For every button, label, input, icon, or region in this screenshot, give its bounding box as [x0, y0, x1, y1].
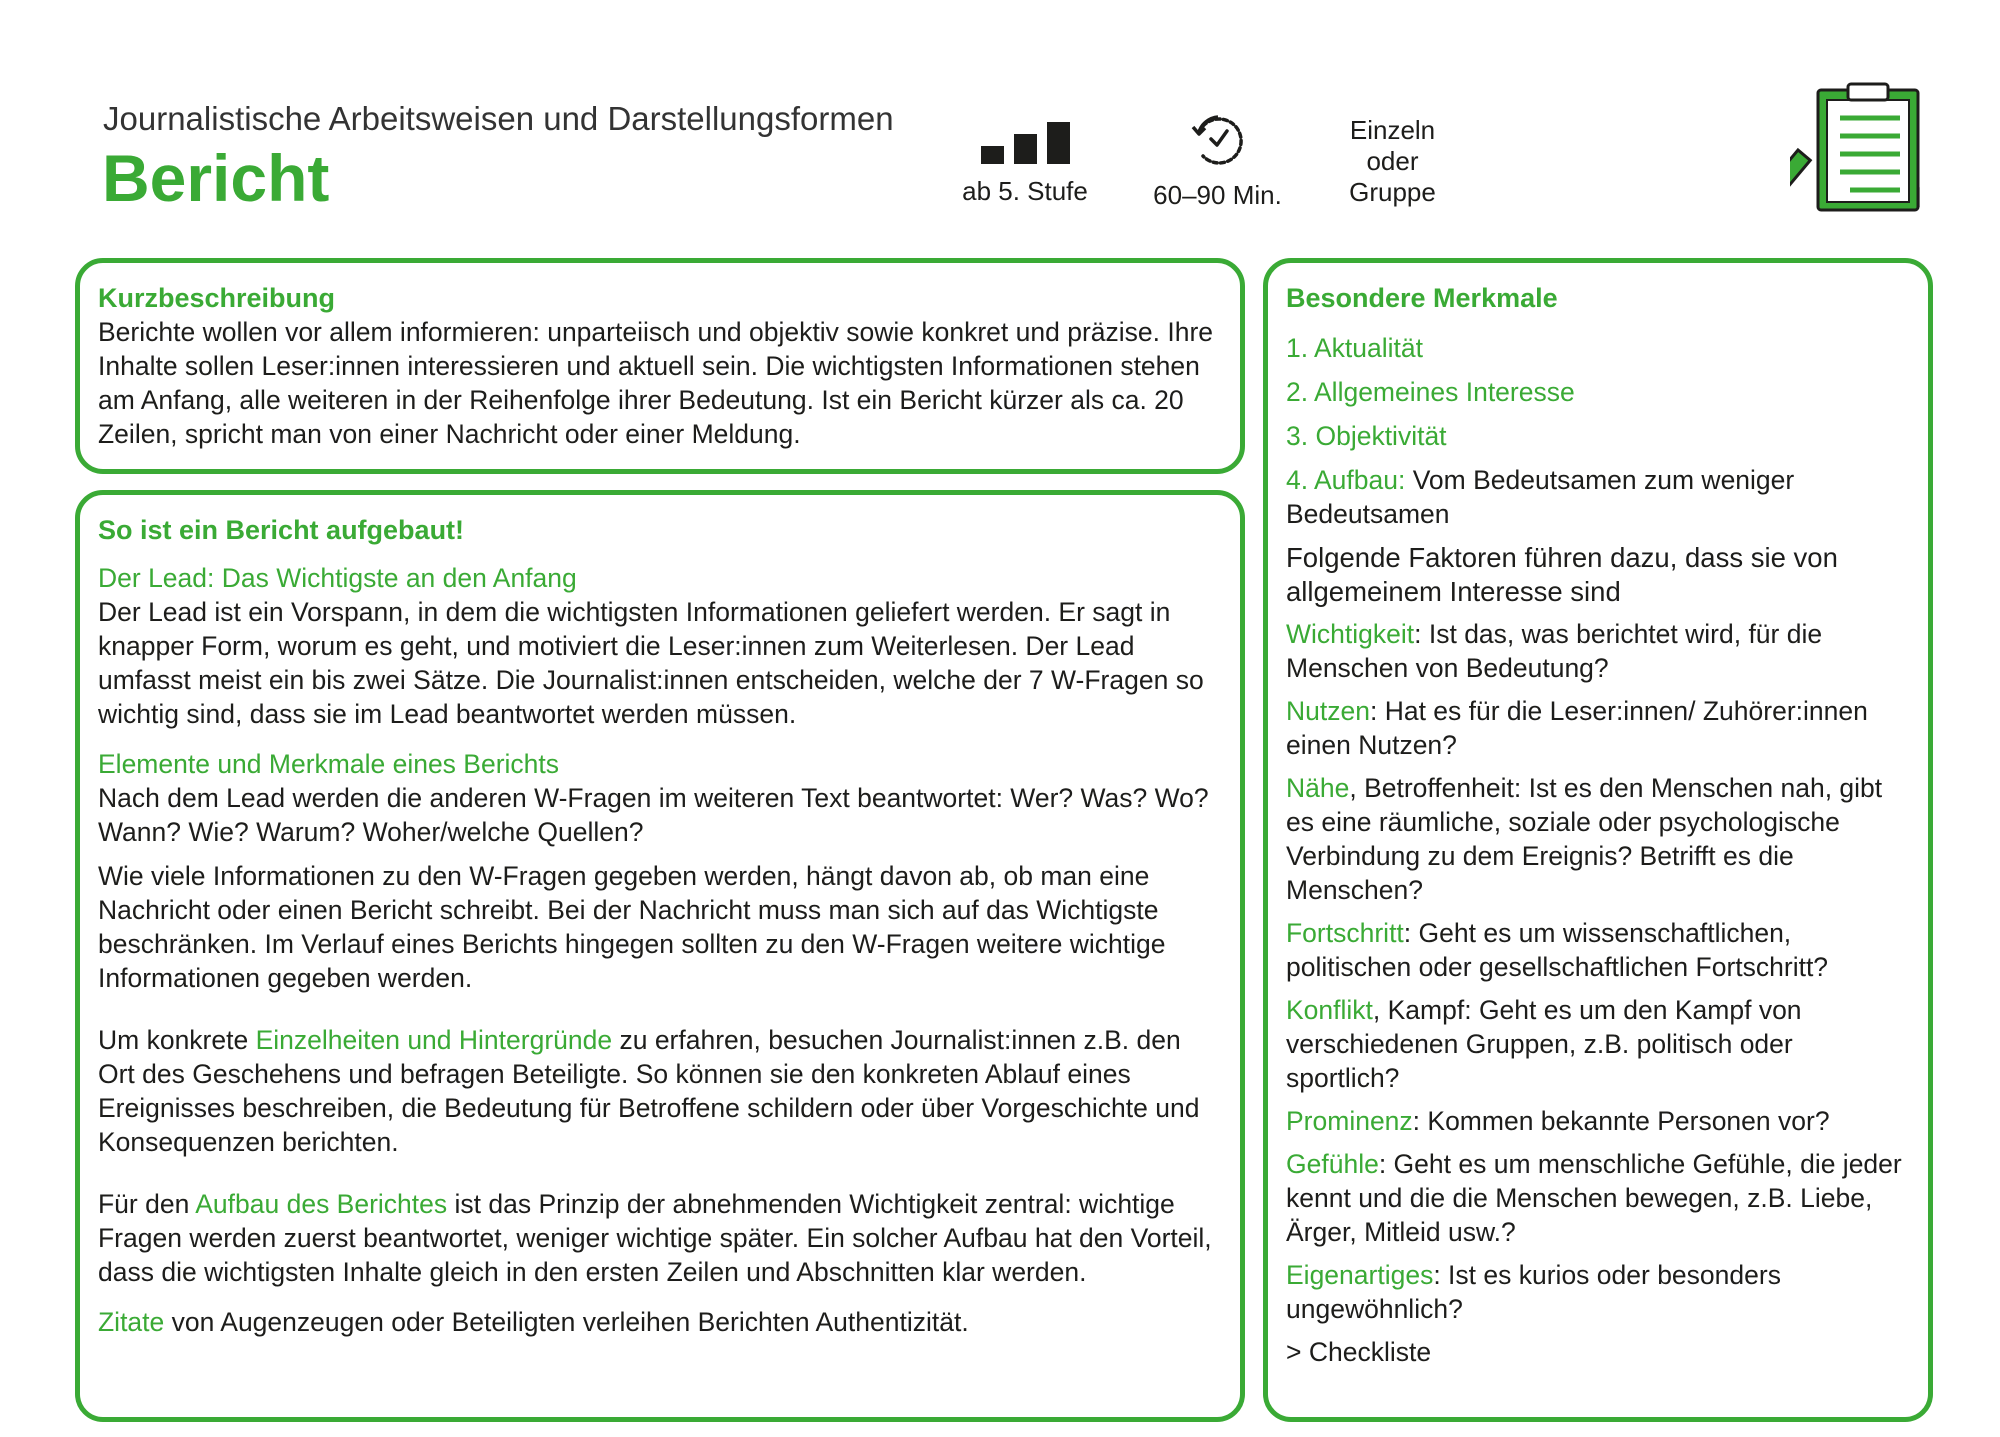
header-subtitle: Journalistische Arbeitsweisen und Darstellungsformen — [103, 100, 894, 137]
faktor-text: : Geht es um menschliche Gefühle, die jeder kennt und die die Menschen bewegen, z.B. Liebe, Ärger, Mitleid usw.? — [1286, 1149, 1902, 1247]
faktor-text: : Ist es kurios oder besonders ungewöhnlich? — [1286, 1260, 1781, 1324]
faktor-term: Konflikt — [1286, 995, 1373, 1025]
zitate-paragraph — [98, 1305, 1222, 1339]
faktor-term: Nutzen — [1286, 696, 1370, 726]
kurzbeschreibung-text: Berichte wollen vor allem informieren: unparteiisch und objektiv sowie konkret und präzise. Ihre Inhalte sollen Leser:innen interessieren und aktuell sein. Die wichtigsten Informationen stehen am Anfang, alle weiteren in der Reihenfolge ihrer Bedeutung. Ist ein Bericht kürzer als ca. 20 Zeilen, spricht man von einer Nachricht oder einer Meldung. — [98, 317, 1214, 449]
faktor-item — [1286, 993, 1910, 1095]
faktor-term: Wichtigkeit — [1286, 619, 1415, 649]
merkmale-heading: Besondere Merkmale — [1286, 283, 1558, 313]
elemente-text-2: Wie viele Informationen zu den W-Fragen gegeben werden, hängt davon ab, ob man eine Nachricht oder einen Bericht schreibt. Bei der Nachricht muss man sich auf das Wichtigste beschränken. Im Verlauf eines Berichts hingegen sollten zu den W-Fragen weitere wichtige Informationen gegeben werden. — [98, 861, 1166, 993]
faktor-text: : Kommen bekannte Personen vor? — [1412, 1106, 1830, 1136]
time-label: 60–90 Min. — [1153, 180, 1282, 210]
bar-levels-icon — [950, 118, 1100, 164]
details-paragraph — [98, 1023, 1222, 1159]
faktor-term: Gefühle — [1286, 1149, 1379, 1179]
faktor-text: : Hat es für die Leser:innen/ Zuhörer:innen einen Nutzen? — [1286, 696, 1868, 760]
merkmale-list — [1286, 331, 1910, 531]
faktoren-list — [1286, 617, 1910, 1326]
faktor-text: : Geht es um wissenschaftlichen, politischen oder gesellschaftlichen Fortschritt? — [1286, 918, 1829, 982]
merkmal-item: 2. Allgemeines Interesse — [1286, 377, 1575, 407]
checklist-link[interactable]: > Checkliste — [1286, 1337, 1432, 1367]
struktur-highlight: Aufbau des Berichtes — [195, 1189, 448, 1219]
group-label-line2: oder — [1366, 146, 1419, 176]
merkmal-item: 3. Objektivität — [1286, 421, 1447, 451]
faktor-item — [1286, 771, 1910, 907]
kurzbeschreibung-heading: Kurzbeschreibung — [98, 283, 336, 313]
faktor-term: Nähe — [1286, 773, 1350, 803]
zitate-post: von Augenzeugen oder Beteiligten verleihen Berichten Authentizität. — [164, 1307, 969, 1337]
faktor-text: , Betroffenheit: Ist es den Menschen nah, gibt es eine räumliche, soziale oder psychologische Verbindung zu dem Ereignis? Betrifft es die Menschen? — [1286, 773, 1883, 905]
faktor-text: : Ist das, was berichtet wird, für die Menschen von Bedeutung? — [1286, 619, 1823, 683]
merkmal-item-4-text: Vom Bedeutsamen zum weniger Bedeutsamen — [1286, 465, 1795, 529]
details-highlight: Einzelheiten und Hintergründe — [255, 1025, 613, 1055]
group-indicator — [1330, 115, 1455, 208]
lead-text: Der Lead ist ein Vorspann, in dem die wichtigsten Informationen geliefert werden. Er sagt in knapper Form, worum es geht, und motiviert die Leser:innen zum Weiterlesen. Der Lead umfasst meist ein bis zwei Sätze. Die Journalist:innen entscheiden, welche der 7 W-Fragen so wichtig sind, dass sie im Lead beantwortet werden müssen. — [98, 597, 1204, 729]
faktoren-intro: Folgende Faktoren führen dazu, dass sie von allgemeinem Interesse sind — [1286, 542, 1838, 607]
lead-subheading: Der Lead: Das Wichtigste an den Anfang — [98, 563, 577, 593]
merkmal-item-4-label: 4. Aufbau: — [1286, 465, 1406, 495]
kurzbeschreibung-box — [75, 258, 1245, 474]
elemente-subheading: Elemente und Merkmale eines Berichts — [98, 749, 560, 779]
level-indicator — [950, 118, 1100, 207]
group-label-line3: Gruppe — [1349, 177, 1436, 207]
faktor-item — [1286, 1147, 1910, 1249]
elemente-text-1: Nach dem Lead werden die anderen W-Fragen im weiteren Text beantwortet: Wer? Was? Wo? Wann? Wie? Warum? Woher/welche Quellen? — [98, 783, 1209, 847]
faktor-term: Fortschritt — [1286, 918, 1404, 948]
merkmal-item: 1. Aktualität — [1286, 333, 1424, 363]
struktur-pre: Für den — [98, 1189, 196, 1219]
merkmal-item — [1286, 463, 1910, 531]
level-label: ab 5. Stufe — [962, 176, 1088, 206]
page-title: Bericht — [102, 141, 330, 215]
struktur-post: ist das Prinzip der abnehmenden Wichtigkeit zentral: wichtige Fragen werden zuerst beantwortet, weniger wichtige später. Ein solcher Aufbau hat den Vorteil, dass die wichtigsten Inhalte gleich in den ersten Zeilen und Abschnitten klar werden. — [98, 1189, 1212, 1287]
details-post: zu erfahren, besuchen Journalist:innen z.B. den Ort des Geschehens und befragen Beteiligte. So können sie den konkreten Ablauf eines Ereignisses beschreiben, die Bedeutung für Betroffene schildern oder über Vorgeschichte und Konsequenzen berichten. — [98, 1025, 1200, 1157]
faktor-term: Eigenartiges — [1286, 1260, 1434, 1290]
merkmale-box — [1263, 258, 1933, 1422]
aufbau-box — [75, 490, 1245, 1422]
clock-icon — [1189, 110, 1247, 168]
zitate-highlight: Zitate — [98, 1307, 165, 1337]
time-indicator — [1140, 110, 1295, 211]
details-pre: Um konkrete — [98, 1025, 256, 1055]
faktor-item — [1286, 1104, 1910, 1138]
clipboard-pencil-icon — [1790, 82, 1930, 222]
faktor-item — [1286, 694, 1910, 762]
struktur-paragraph — [98, 1187, 1222, 1289]
faktor-item — [1286, 1258, 1910, 1326]
group-label-line1: Einzeln — [1349, 115, 1436, 145]
faktor-term: Prominenz — [1286, 1106, 1413, 1136]
faktor-item — [1286, 617, 1910, 685]
faktor-item — [1286, 916, 1910, 984]
faktor-text: , Kampf: Geht es um den Kampf von verschiedenen Gruppen, z.B. politisch oder sportlich? — [1286, 995, 1802, 1093]
aufbau-heading: So ist ein Bericht aufgebaut! — [98, 515, 465, 545]
